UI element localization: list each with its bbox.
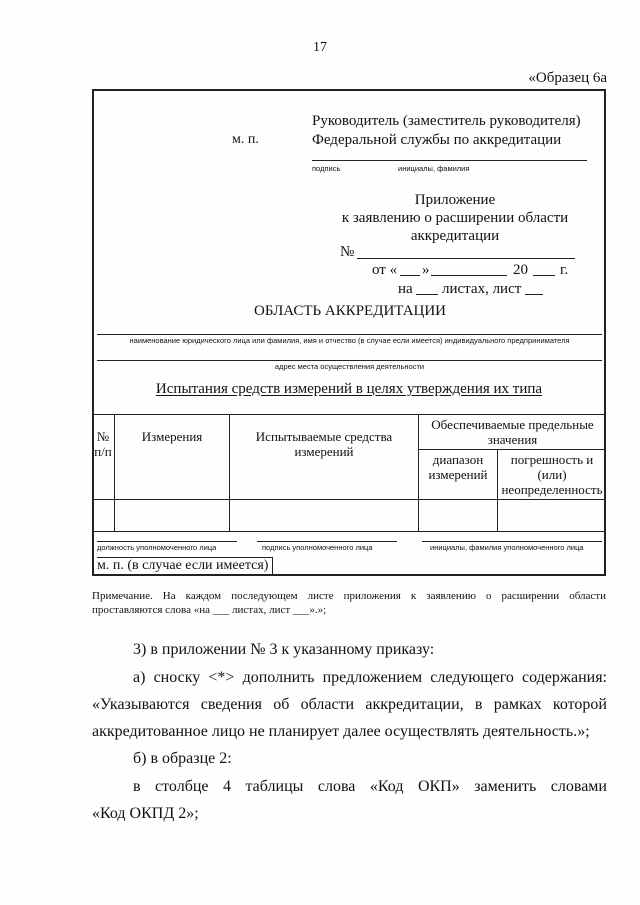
scope-table [92,414,606,532]
stamp-if-any: м. п. (в случае если имеется) [97,557,273,574]
position-line [97,541,237,542]
name-line [422,541,602,542]
sheets-rest: листах, лист [442,281,522,297]
item-b-line-2: «Код ОКПД 2»; [92,805,199,822]
col-measure-header: Измерения [115,415,230,500]
stamp-mp: м. п. [232,132,259,147]
position-caption: должность уполномоченного лица [97,543,217,552]
item-a-line-2: «Указываются сведения об области аккредитации, в рамках которой [92,696,607,713]
note: Примечание. На каждом последующем листе приложения к заявлению о расширении области проставляются слова «на ___ листах, лист ___».»; [92,590,606,616]
col-error-header: погрешность и (или) неопределенность [498,450,607,500]
scope-title: ОБЛАСТЬ АККРЕДИТАЦИИ [254,303,447,319]
col-instruments-header: Испытываемые средства измерений [230,415,419,500]
table-cell-empty [92,500,115,532]
item-a-line-3: аккредитованное лицо не планирует далее осуществлять деятельность.»; [92,723,590,740]
signature-line-2 [257,541,397,542]
col-range-header: диапазон измерений [419,450,498,500]
address-caption: адрес места осуществления деятельности [274,362,425,371]
appendix-title: Приложение [414,192,496,208]
table-cell-empty [498,500,607,532]
date-from: от « [372,262,398,278]
date-g: г. [560,262,569,278]
head-line-2: Федеральной службы по аккредитации [312,132,562,148]
sample-label: «Образец 6а [528,70,607,86]
sheet-number-line [525,294,543,295]
test-title [92,381,606,398]
item-b: б) в образце 2: [133,750,232,767]
page-number: 17 [313,40,327,55]
address-line [97,360,602,361]
date-day-line [400,275,420,276]
table-cell-empty [115,500,230,532]
col-no-header: № п/п [92,415,115,500]
sheets-count-line [416,294,438,295]
item-a-line-1: а) сноску <*> дополнить предложением следующего содержания: [133,669,607,686]
test-title-text: Испытания средств измерений в целях утверждения их типа [155,381,543,397]
name-caption: инициалы, фамилия уполномоченного лица [430,543,584,552]
sig-caption-signature: подпись [312,164,341,173]
col-limits-header: Обеспечиваемые предельные значения [419,415,607,450]
number-line [357,258,575,259]
org-name-caption: наименование юридического лица или фамилия, имя и отчество (в случае если имеется) индивидуального предпринимателя [129,336,570,345]
signature-caption: подпись уполномоченного лица [262,543,373,552]
date-year-line [533,275,555,276]
date-month-line [431,275,507,276]
sig-caption-name: инициалы, фамилия [398,164,470,173]
org-name-line [97,334,602,335]
date-year-prefix: 20 [513,262,528,278]
item-b-line-1: в столбце 4 таблицы слова «Код ОКП» заменить словами [133,778,607,795]
signature-line [312,160,587,161]
table-cell-empty [230,500,419,532]
date-quote-close: » [422,262,430,278]
item-3: 3) в приложении № 3 к указанному приказу: [133,641,435,658]
number-sign: № [340,244,355,260]
table-cell-empty [419,500,498,532]
appendix-line-2: к заявлению о расширении области [341,210,569,226]
sheets-na: на [398,281,413,297]
head-line-1: Руководитель (заместитель руководителя) [312,113,581,129]
appendix-line-3: аккредитации [410,228,500,244]
